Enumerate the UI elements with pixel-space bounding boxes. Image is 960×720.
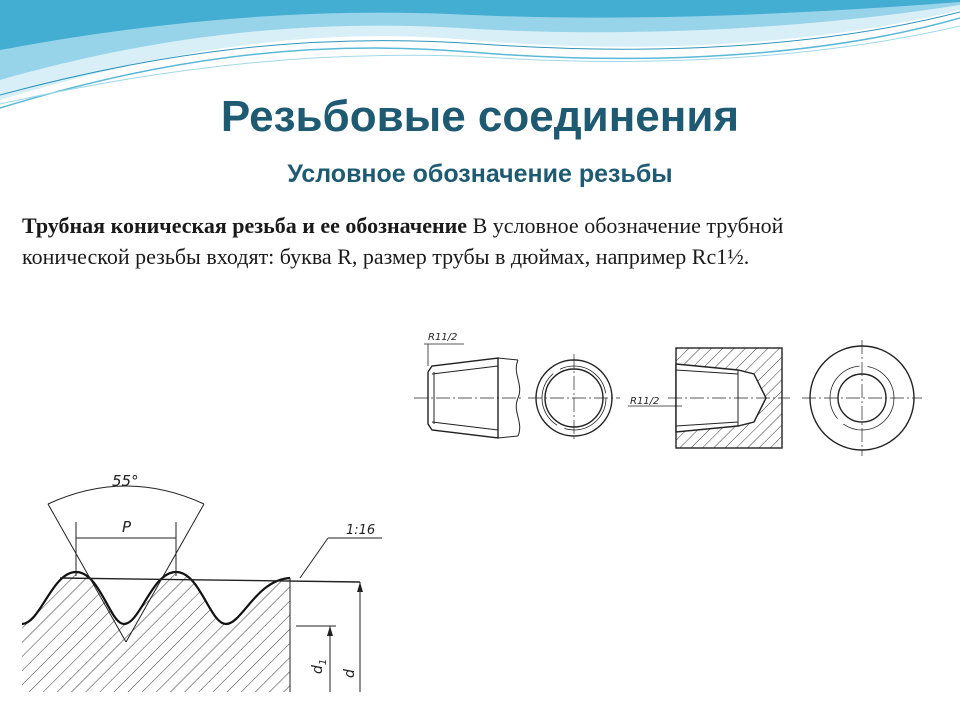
external-thread-view: [414, 344, 524, 438]
thread-designation-drawing: [406, 314, 930, 466]
external-end-view: [528, 354, 620, 442]
body-bold-lead: Трубная коническая резьба и ее обозначение: [22, 213, 468, 238]
taper-label: 1:16: [346, 523, 376, 538]
slide-subtitle: Условное обозначение резьбы: [287, 160, 673, 188]
body-paragraph: [22, 210, 832, 272]
slide-title: Резьбовые соединения: [220, 92, 740, 141]
d-label: d: [342, 669, 358, 678]
internal-end-view: [802, 340, 922, 456]
angle-label: 55°: [112, 472, 139, 490]
body-text: В условное обозначение трубной конической резьбы входят: буква R, размер трубы в дюймах, например Rc1½.: [22, 213, 784, 269]
pitch-label: P: [122, 518, 132, 536]
d1-label: $d_1$: [310, 658, 329, 674]
d1-subscript: 1: [318, 658, 329, 666]
thread-profile-drawing: [0, 452, 406, 710]
label-right: R11/2: [630, 396, 660, 407]
label-left: R11/2: [428, 332, 458, 343]
